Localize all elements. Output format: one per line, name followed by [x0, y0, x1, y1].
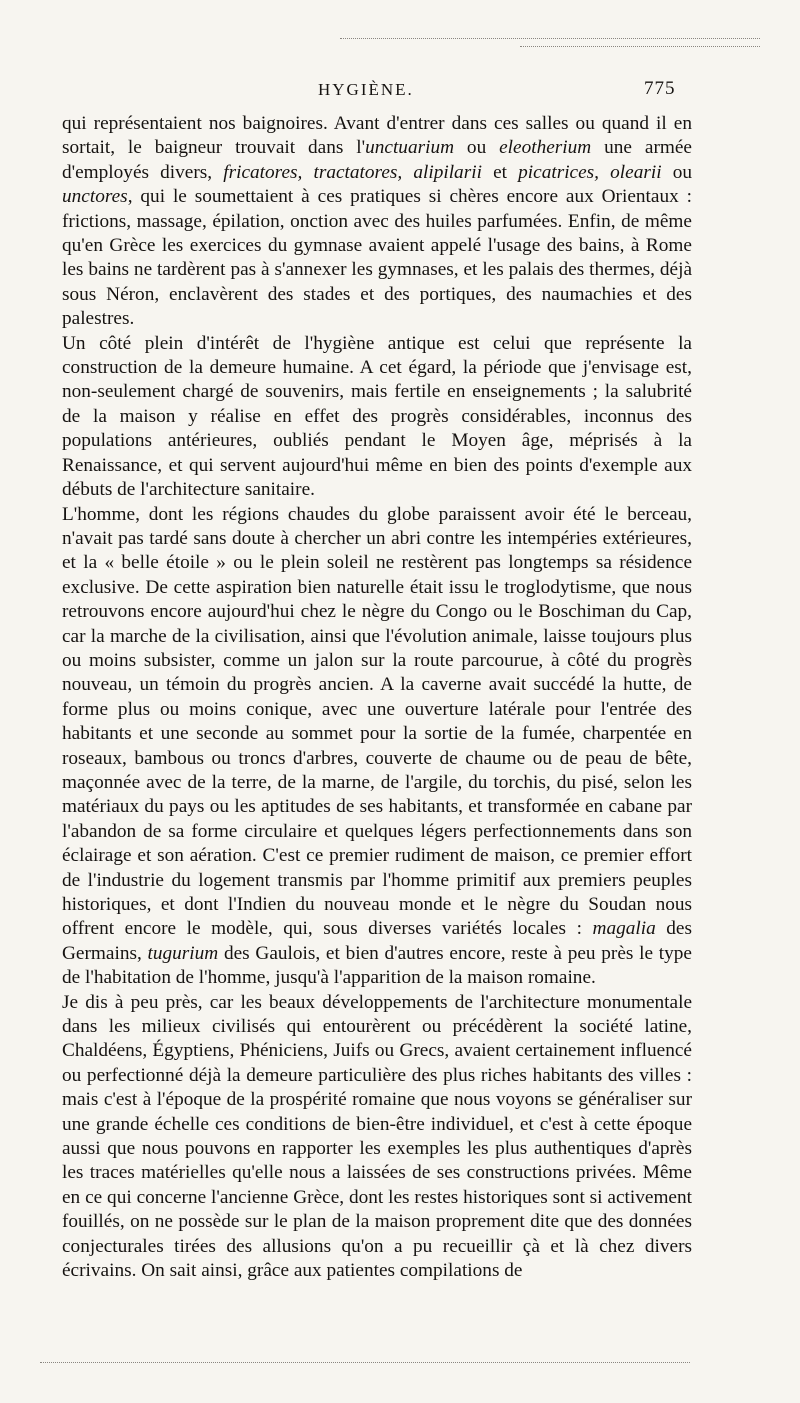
text-run: Je dis à peu près, car les beaux développements de l'architecture monumentale dans les milieux civilisés qui entourèrent ou précédèrent la société latine, Chaldéens, Égyptiens, Phéniciens, Juifs ou Grecs, avaient certainement influencé ou perfectionné déjà la demeure particulière des plus riches habitants des villes : mais c'est à l'époque de la prospérité romaine que nous voyons se généraliser sur une grande échelle ces conditions de bien-être individuel, et c'est à cette époque aussi que nous pouvons en rapporter les exemples les plus authentiques d'après les traces matérielles qu'elle nous a laissées de ses constructions privées. Même en ce qui concerne l'ancienne Grèce, dont les restes historiques sont si activement fouillés, on ne possède sur le plan de la maison proprement dite que des données conjecturales tirées des allusions qu'on a pu recueillir çà et là chez divers écrivains. On sait ainsi, grâce aux patientes compilations de — [62, 991, 692, 1282]
text-run: L'homme, dont les régions chaudes du globe paraissent avoir été le berceau, n'avait pas tardé sans doute à chercher un abri contre les intempéries extérieures, et la « belle étoile » ou le plein soleil ne restèrent pas longtemps sa résidence exclusive. De cette aspiration bien naturelle était issu le troglodytisme, que nous retrouvons encore aujourd'hui chez le nègre du Congo ou le Boschiman du Cap, car la marche de la civilisation, ainsi que l'évolution animale, laisse toujours plus ou moins subsister, comme un jalon sur la route parcourue, à côté du progrès nouveau, un témoin du progrès ancien. A la caverne avait succédé la hutte, de forme plus ou moins conique, avec une ouverture latérale pour l'entrée des habitants et une seconde au sommet pour la sortie de la fumée, charpentée en roseaux, bambous ou troncs d'arbres, couverte de chaume ou de peau de bête, maçonnée avec de la terre, de la marne, de l'argile, du torchis, du pisé, selon les matériaux du pays ou les aptitudes de ses habitants, et transformée en cabane par l'abandon de sa forme circulaire et quelques légers perfectionnements dans son éclairage et son aération. C'est ce premier rudiment de maison, ce premier effort de l'industrie du logement transmis par l'homme primitif aux premiers peuples historiques, et dont l'Indien du nouveau monde et le nègre du Soudan nous offrent encore le modèle, qui, sous diverses variétés locales : — [62, 503, 692, 940]
scan-noise-bottom — [40, 1362, 690, 1363]
italic-run: unctores — [62, 186, 128, 208]
italic-run: tugurium — [147, 942, 219, 964]
paragraph-3 — [62, 503, 692, 991]
italic-run: fricatores, tractatores, alipilarii — [223, 161, 482, 183]
paragraph-1 — [62, 112, 692, 332]
italic-run: unctuarium — [365, 137, 455, 159]
text-run: ou — [454, 137, 500, 159]
text-run: des Germains, — [62, 918, 692, 964]
scan-noise-top-2 — [520, 46, 760, 47]
italic-run: picatrices, olearii — [518, 161, 662, 183]
body-text — [62, 112, 692, 1284]
italic-run: eleotherium — [499, 137, 592, 159]
text-run: , qui le soumettaient à ces pratiques si chères encore aux Orientaux : frictions, massage, épilation, onction avec des huiles parfumées. Enfin, de même qu'en Grèce les exercices du gymnase avaient appelé l'usage des bains, à Rome les bains ne tardèrent pas à s'annexer les gymnases, et les palais des thermes, déjà sous Néron, enclavèrent des stades et des portiques, des naumachies et des palestres. — [62, 186, 692, 330]
italic-run: magalia — [592, 918, 656, 940]
text-run: une armée d'employés divers, — [62, 137, 692, 183]
scan-noise-top — [340, 38, 760, 39]
text-run: Un côté plein d'intérêt de l'hygiène antique est celui que représente la construction de la demeure humaine. A cet égard, la période que j'envisage est, non-seulement chargé de souvenirs, mais fertile en enseignements ; la salubrité de la maison y réalise en effet des progrès considérables, inconnus des populations antérieures, oubliés pendant le Moyen âge, méprisés à la Renaissance, et qui servent aujourd'hui même en bien des points d'exemple aux débuts de l'architecture sanitaire. — [62, 332, 692, 501]
text-run: et — [481, 161, 519, 183]
paragraph-4 — [62, 991, 692, 1284]
page-number: 775 — [644, 78, 676, 99]
paragraph-2 — [62, 332, 692, 503]
text-run: qui représentaient nos baignoires. Avant d'entrer dans ces salles ou quand il en sortait, le baigneur trouvait dans l' — [62, 113, 692, 159]
text-run: ou — [661, 161, 692, 183]
running-title: HYGIÈNE. — [318, 80, 414, 99]
page-header — [0, 80, 800, 104]
text-run: des Gaulois, et bien d'autres encore, reste à peu près le type de l'habitation de l'homme, jusqu'à l'apparition de la maison romaine. — [62, 942, 692, 989]
